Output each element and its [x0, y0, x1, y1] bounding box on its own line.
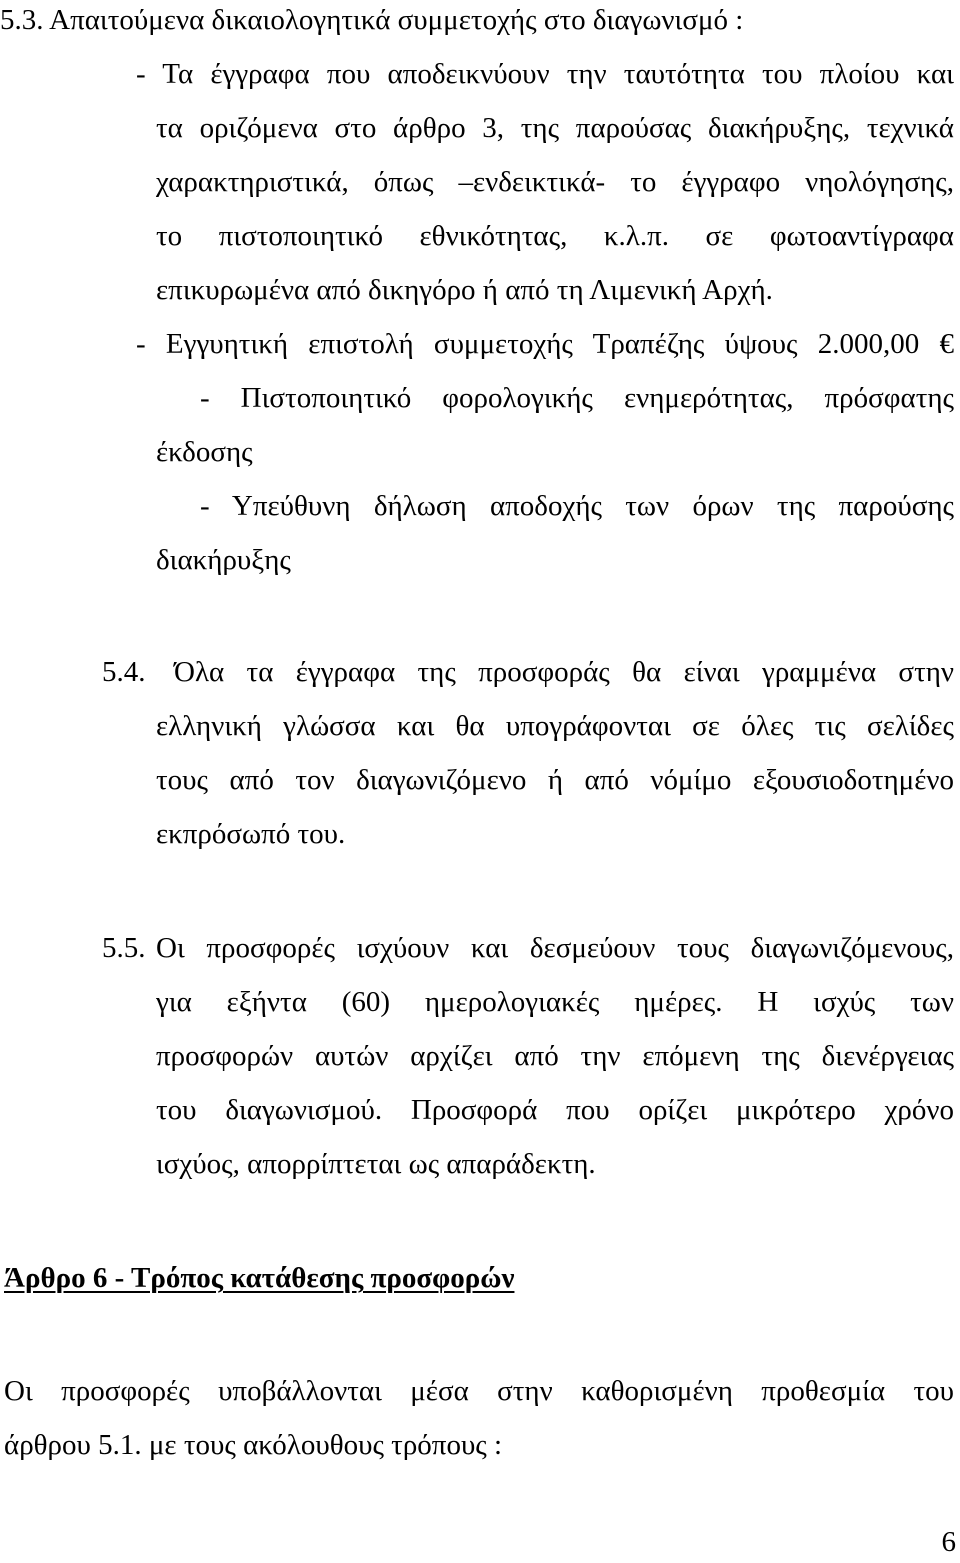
section-5-5-line-4: του διαγωνισμού. Προσφορά που ορίζει μικρότερο χρόνο — [156, 1094, 954, 1126]
requirement-item-declaration-line-2: διακήρυξης — [156, 544, 291, 576]
requirement-item-tax-certificate-line-1: - Πιστοποιητικό φορολογικής ενημερότητας, πρόσφατης — [200, 382, 954, 414]
article-6-line-1: Οι προσφορές υποβάλλονται μέσα στην καθορισμένη προθεσμία του — [4, 1375, 954, 1407]
requirement-item-ship-documents-line-3: χαρακτηριστικά, όπως –ενδεικτικά- το έγγραφο νηολόγησης, — [156, 166, 954, 198]
section-5-4-line-2: ελληνική γλώσσα και θα υπογράφονται σε όλες τις σελίδες — [156, 710, 954, 742]
requirement-item-ship-documents-line-4: το πιστοποιητικό εθνικότητας, κ.λ.π. σε φωτοαντίγραφα — [156, 220, 954, 252]
requirement-item-ship-documents-line-2: τα οριζόμενα στο άρθρο 3, της παρούσας διακήρυξης, τεχνικά — [156, 112, 954, 144]
requirement-item-ship-documents-line-1: - Τα έγγραφα που αποδεικνύουν την ταυτότητα του πλοίου και — [136, 58, 954, 90]
requirement-item-guarantee-letter: - Εγγυητική επιστολή συμμετοχής Τραπέζης ύψους 2.000,00 € — [136, 328, 954, 360]
requirement-item-declaration-line-1: - Υπεύθυνη δήλωση αποδοχής των όρων της παρούσης — [200, 490, 954, 522]
section-5-5-number: 5.5. — [102, 932, 146, 964]
page-number: 6 — [941, 1526, 956, 1558]
section-5-4-line-4: εκπρόσωπό του. — [156, 818, 346, 850]
section-5-4-number: 5.4. — [102, 656, 146, 688]
section-5-5-line-5: ισχύος, απορρίπτεται ως απαράδεκτη. — [156, 1148, 596, 1180]
requirement-item-tax-certificate-line-2: έκδοσης — [156, 436, 253, 468]
section-5-5-line-1: Οι προσφορές ισχύουν και δεσμεύουν τους διαγωνιζόμενους, — [156, 932, 954, 964]
section-5-4-line-1: Όλα τα έγγραφα της προσφοράς θα είναι γραμμένα στην — [174, 656, 954, 688]
section-5-5-line-3: προσφορών αυτών αρχίζει από την επόμενη της διενέργειας — [156, 1040, 954, 1072]
article-6-heading: Άρθρο 6 - Τρόπος κατάθεσης προσφορών — [4, 1262, 515, 1294]
section-5-3-title: 5.3. Απαιτούμενα δικαιολογητικά συμμετοχής στο διαγωνισμό : — [0, 4, 744, 36]
section-5-4-line-3: τους από τον διαγωνιζόμενο ή από νόμίμο εξουσιοδοτημένο — [156, 764, 954, 796]
article-6-line-2: άρθρου 5.1. με τους ακόλουθους τρόπους : — [4, 1429, 503, 1461]
section-5-5-line-2: για εξήντα (60) ημερολογιακές ημέρες. Η ισχύς των — [156, 986, 954, 1018]
requirement-item-ship-documents-line-5: επικυρωμένα από δικηγόρο ή από τη Λιμενική Αρχή. — [156, 274, 773, 306]
